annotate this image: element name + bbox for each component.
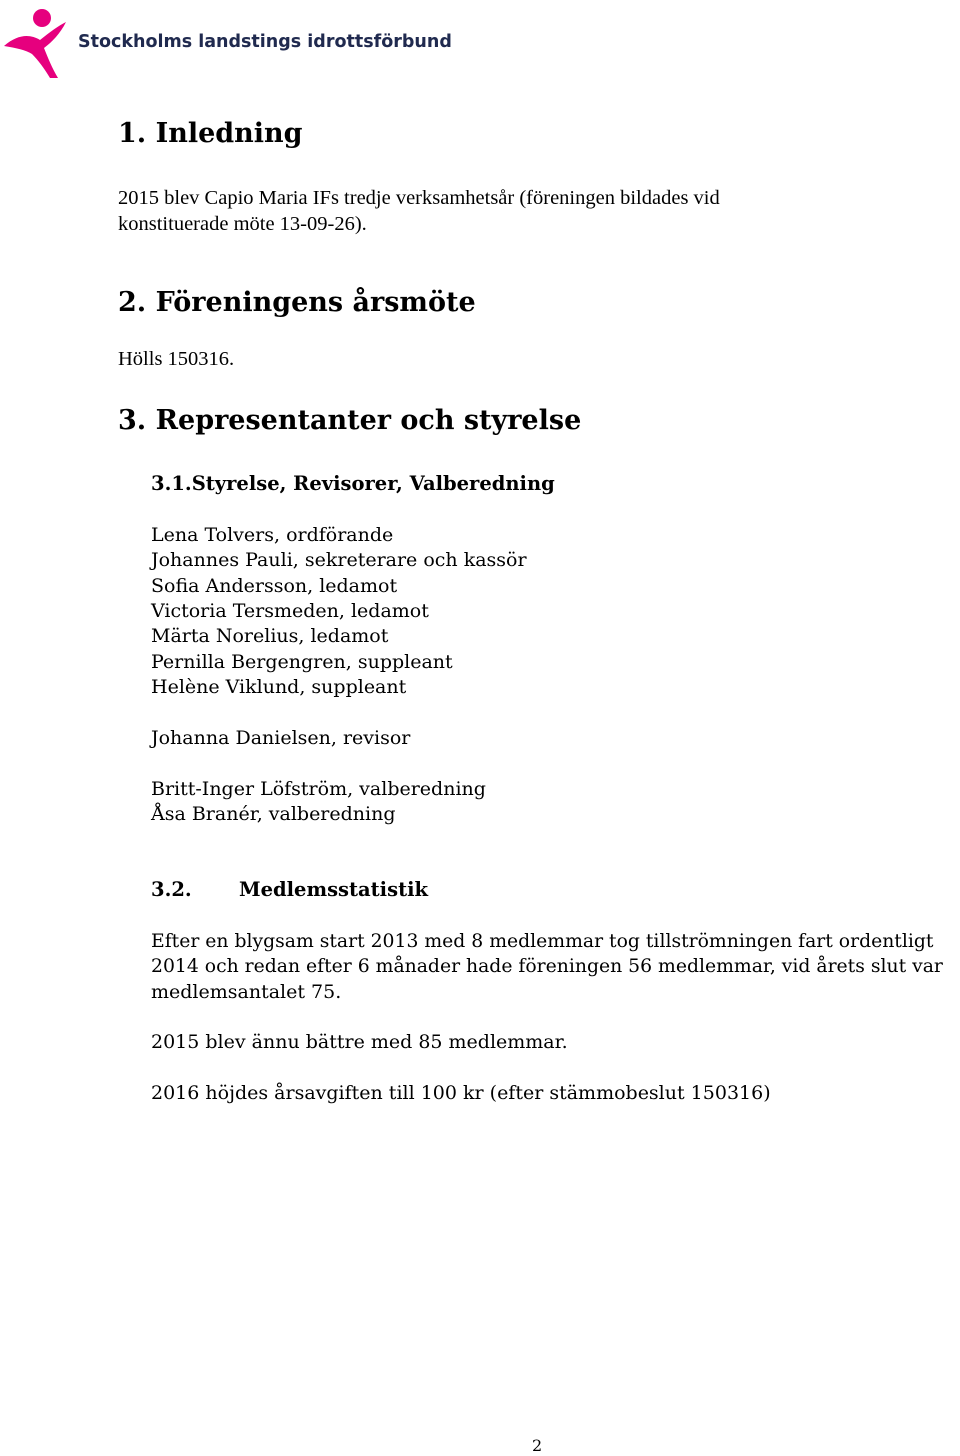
org-name: Stockholms landstings idrottsförbund bbox=[78, 32, 452, 52]
board-member: Johannes Pauli, sekreterare och kassör bbox=[151, 549, 527, 571]
board-member: Pernilla Bergengren, suppleant bbox=[151, 651, 453, 673]
section-number-3-2: 3.2. bbox=[151, 878, 192, 901]
board-member: Victoria Tersmeden, ledamot bbox=[151, 600, 429, 622]
board-member: Helène Viklund, suppleant bbox=[151, 676, 407, 698]
stats-2015: 2015 blev ännu bättre med 85 medlemmar. bbox=[151, 1031, 568, 1053]
heading-medlemsstatistik: Medlemsstatistik bbox=[239, 878, 428, 901]
page-number: 2 bbox=[532, 1436, 543, 1455]
heading-inledning: 1. Inledning bbox=[118, 118, 303, 149]
heading-arsmote: 2. Föreningens årsmöte bbox=[118, 287, 476, 318]
intro-line-1: 2015 blev Capio Maria IFs tredje verksamhetsår (föreningen bildades vid bbox=[118, 187, 720, 209]
arsmote-text: Hölls 150316. bbox=[118, 348, 235, 370]
page-header bbox=[0, 0, 960, 90]
auditor: Johanna Danielsen, revisor bbox=[151, 727, 411, 749]
board-member: Lena Tolvers, ordförande bbox=[151, 524, 394, 546]
board-member: Märta Norelius, ledamot bbox=[151, 625, 389, 647]
board-member: Sofia Andersson, ledamot bbox=[151, 575, 398, 597]
nomination-member: Britt-Inger Löfström, valberedning bbox=[151, 778, 486, 800]
heading-representanter: 3. Representanter och styrelse bbox=[118, 405, 582, 436]
intro-line-2: konstituerade möte 13-09-26). bbox=[118, 213, 367, 235]
stats-2016: 2016 höjdes årsavgiften till 100 kr (efter stämmobeslut 150316) bbox=[151, 1082, 771, 1104]
sli-logo-icon bbox=[0, 4, 70, 80]
stats-line-2: 2014 och redan efter 6 månader hade föreningen 56 medlemmar, vid årets slut var bbox=[151, 956, 943, 977]
heading-styrelse: 3.1.Styrelse, Revisorer, Valberedning bbox=[151, 472, 555, 495]
stats-line-1: Efter en blygsam start 2013 med 8 medlemmar tog tillströmningen fart ordentligt bbox=[151, 931, 934, 952]
nomination-member: Åsa Branér, valberedning bbox=[151, 803, 396, 825]
stats-line-3: medlemsantalet 75. bbox=[151, 981, 342, 1003]
